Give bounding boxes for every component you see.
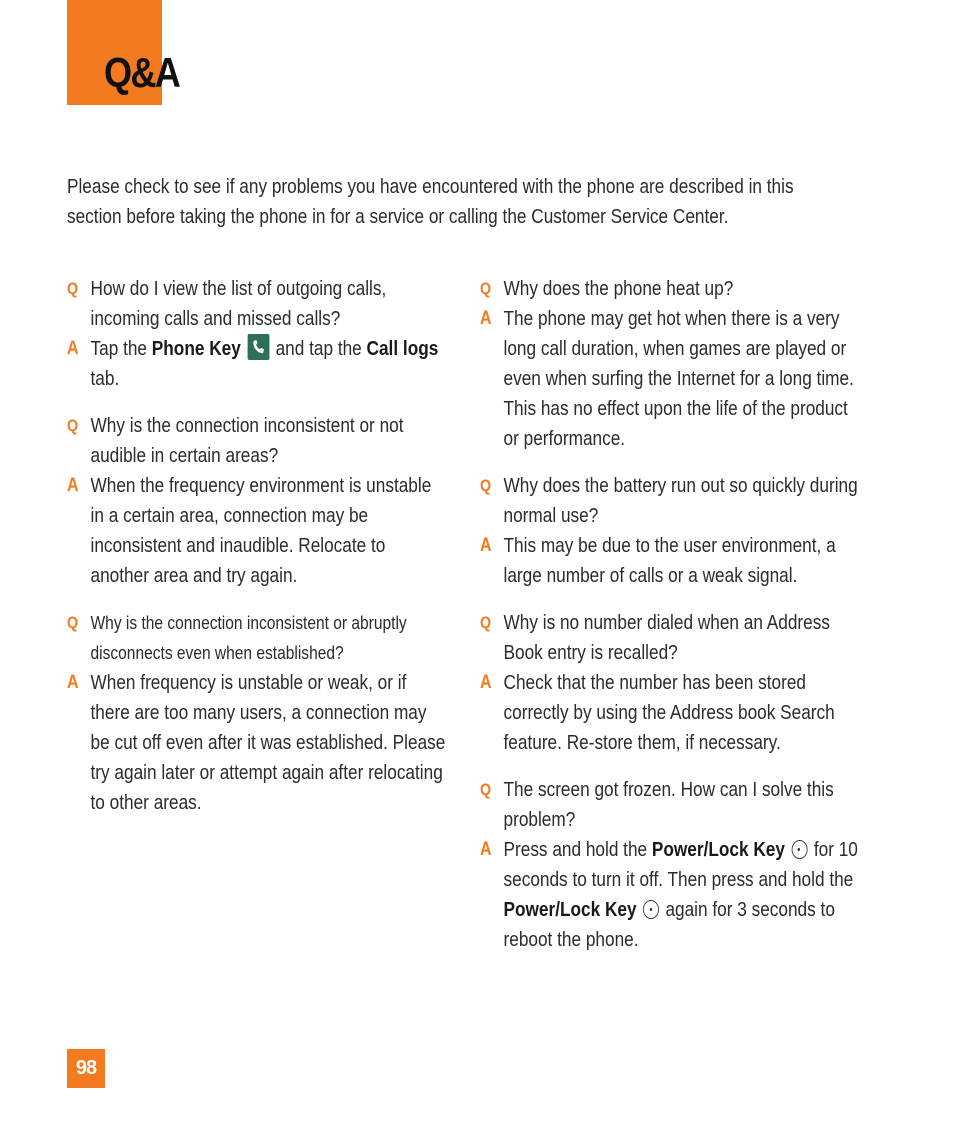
qa-item bbox=[480, 274, 860, 454]
question-marker: Q bbox=[480, 279, 492, 298]
phone-key-label: Phone Key bbox=[151, 337, 241, 360]
answer-text: This may be due to the user environment, a large number of calls or a weak signal. bbox=[503, 534, 836, 587]
question-text: Why is the connection inconsistent or abruptly disconnects even when established? bbox=[90, 612, 407, 663]
answer-text: Tap the bbox=[90, 337, 152, 360]
question bbox=[480, 608, 860, 668]
question-text: Why does the phone heat up? bbox=[503, 277, 734, 300]
page-title: Q&A bbox=[104, 49, 180, 96]
question-marker: Q bbox=[480, 476, 492, 495]
question bbox=[480, 775, 860, 835]
answer-text: The phone may get hot when there is a very long call duration, when games are played or even when surfing the Internet for a long time. This has no effect upon the life of the product or performance. bbox=[503, 307, 854, 450]
answer-text: When frequency is unstable or weak, or if there are too many users, a connection may be cut off even after it was established. Please try again later or attempt again after relocating to other areas. bbox=[90, 671, 446, 814]
answer bbox=[67, 471, 447, 591]
answer bbox=[480, 835, 860, 955]
power-icon bbox=[791, 840, 807, 859]
question-marker: Q bbox=[67, 416, 79, 435]
question bbox=[67, 608, 447, 668]
page-number: 98 bbox=[67, 1049, 105, 1088]
answer-text: tab. bbox=[90, 367, 120, 390]
question-text: Why is the connection inconsistent or not audible in certain areas? bbox=[90, 414, 404, 467]
qa-item bbox=[67, 608, 447, 818]
question-marker: Q bbox=[67, 279, 79, 298]
answer-text: for 10 seconds to turn it off. Then press and hold the bbox=[503, 838, 858, 891]
call-logs-label: Call logs bbox=[366, 337, 439, 360]
qa-item bbox=[480, 775, 860, 955]
answer bbox=[480, 668, 860, 758]
question-text: The screen got frozen. How can I solve this problem? bbox=[503, 778, 834, 831]
answer bbox=[67, 668, 447, 818]
question bbox=[67, 274, 447, 334]
answer-marker: A bbox=[67, 475, 79, 496]
intro-paragraph: Please check to see if any problems you have encountered with the phone are described in this section before taking the phone in for a service or calling the Customer Service Center. bbox=[67, 175, 794, 228]
question bbox=[67, 411, 447, 471]
question-marker: Q bbox=[67, 613, 79, 632]
question-text: How do I view the list of outgoing calls, incoming calls and missed calls? bbox=[90, 277, 387, 330]
question-marker: Q bbox=[480, 613, 492, 632]
answer bbox=[67, 334, 447, 394]
answer-marker: A bbox=[480, 535, 492, 556]
qa-item bbox=[67, 274, 447, 394]
question-text: Why does the battery run out so quickly during normal use? bbox=[503, 474, 858, 527]
question bbox=[480, 274, 860, 304]
question-marker: Q bbox=[480, 780, 492, 799]
answer-text: Press and hold the bbox=[503, 838, 652, 861]
power-icon bbox=[643, 900, 659, 919]
qa-item bbox=[67, 411, 447, 591]
phone-key-icon bbox=[247, 334, 269, 360]
answer-marker: A bbox=[480, 839, 492, 860]
answer-text: When the frequency environment is unstable in a certain area, connection may be inconsistent and inaudible. Relocate to another area and try again. bbox=[90, 474, 432, 587]
qa-item bbox=[480, 471, 860, 591]
answer-text: and tap the bbox=[270, 337, 367, 360]
answer-text: again for 3 seconds to reboot the phone. bbox=[503, 898, 835, 951]
question bbox=[480, 471, 860, 531]
power-lock-key-label: Power/Lock Key bbox=[503, 898, 637, 921]
answer-text: Check that the number has been stored correctly by using the Address book Search feature. Re-store them, if necessary. bbox=[503, 671, 835, 754]
power-lock-key-label: Power/Lock Key bbox=[651, 838, 785, 861]
answer-marker: A bbox=[480, 308, 492, 329]
right-column bbox=[480, 274, 860, 972]
qa-item bbox=[480, 608, 860, 758]
answer-marker: A bbox=[480, 672, 492, 693]
answer-marker: A bbox=[67, 672, 79, 693]
answer-marker: A bbox=[67, 338, 79, 359]
answer bbox=[480, 304, 860, 454]
question-text: Why is no number dialed when an Address Book entry is recalled? bbox=[503, 611, 830, 664]
answer bbox=[480, 531, 860, 591]
left-column bbox=[67, 274, 447, 835]
